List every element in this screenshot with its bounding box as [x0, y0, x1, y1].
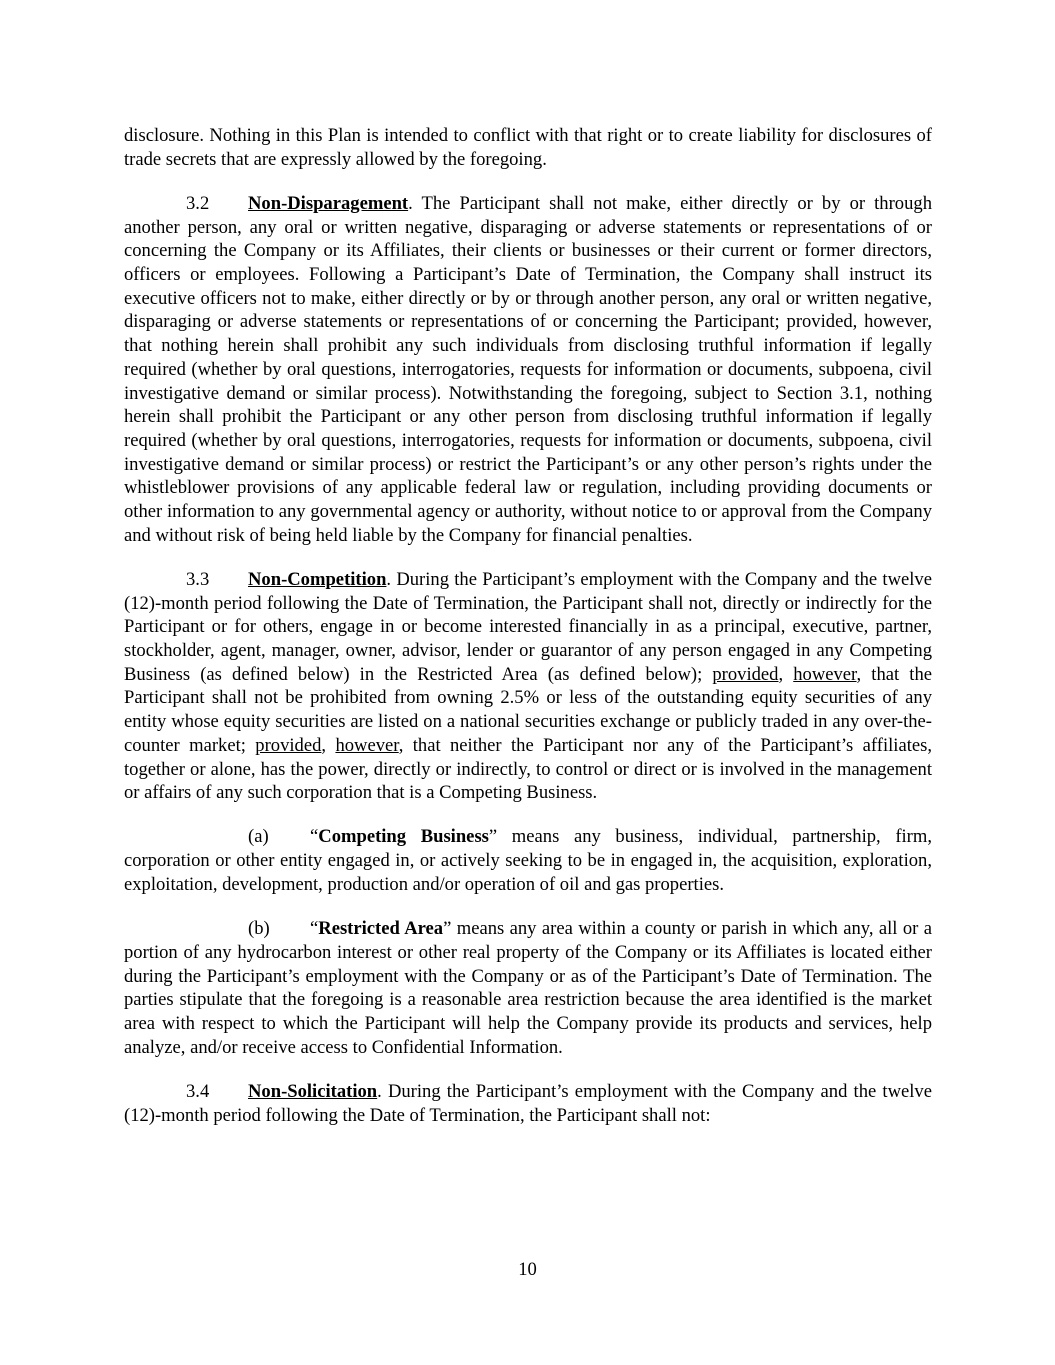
- section-body: . During the Participant’s employment with the Company and the twelve (12)-month period following the Date of Termination, the Participant shall not, directly or indirectly for the Participant or for others, engage in or become interested financially in as a principal, executive, partner, stockholder, agent, manager, owner, advisor, lender or guarantor of any person engaged in any Competing Business (as defined below) in the Restricted Area (as defined below);: [124, 568, 932, 685]
- section-heading: Non-Competition: [248, 568, 387, 590]
- underlined-term: provided: [712, 663, 779, 685]
- section-body: , that the Participant shall not be prohibited from owning 2.5% or less of the outstanding equity securities of any entity whose equity securities are listed on a national securities exchange or publicly traded in any over-the-counter market;: [124, 663, 932, 756]
- comma: ,: [321, 734, 336, 756]
- subsection-b: [124, 917, 932, 1059]
- section-heading: Non-Disparagement: [248, 192, 409, 214]
- subsection-body: ” means any business, individual, partnership, firm, corporation or other entity engaged in, or actively seeking to be in engaged in, the acquisition, exploration, exploitation, development, production and/or operation of oil and gas properties.: [124, 826, 932, 895]
- defined-term: Competing Business: [318, 826, 489, 848]
- section-3-4: [124, 1080, 932, 1127]
- document-page: [124, 124, 932, 1148]
- section-number: 3.2: [186, 192, 210, 214]
- paragraph-intro: [124, 124, 932, 171]
- section-number: 3.4: [186, 1080, 210, 1102]
- subsection-label: (a): [248, 826, 269, 848]
- section-body: . During the Participant’s employment with the Company and the twelve (12)-month period following the Date of Termination, the Participant shall not:: [124, 1080, 932, 1126]
- section-3-3: [124, 568, 932, 805]
- open-quote: “: [310, 826, 319, 848]
- page-number: 10: [518, 1259, 537, 1280]
- underlined-term: provided: [255, 734, 322, 756]
- section-number: 3.3: [186, 568, 210, 590]
- section-heading: Non-Solicitation: [248, 1080, 378, 1102]
- section-body: . The Participant shall not make, either directly or by or through another person, any oral or written negative, disparaging or adverse statements or representations of or concerning the Company or its Affiliates, their clients or businesses or their current or former directors, officers or employees. Following a Participant’s Date of Termination, the Company shall instruct its executive officers not to make, either directly or by or through another person, any oral or written negative, disparaging or adverse statements or representations of or concerning the Participant; provided, however, that nothing herein shall prohibit any such individuals from disclosing truthful information if legally required (whether by oral questions, interrogatories, requests for information or documents, subpoena, civil investigative demand or similar process). Notwithstanding the foregoing, subject to Section 3.1, nothing herein shall prohibit the Participant or any other person from disclosing truthful information if legally required (whether by oral questions, interrogatories, requests for information or documents, subpoena, civil investigative demand or similar process) or restrict the Participant’s or any other person’s rights under the whistleblower provisions of any applicable federal law or regulation, including providing documents or other information to any governmental agency or authority, without notice to or approval from the Company and without risk of being held liable by the Company for financial penalties.: [124, 192, 932, 546]
- underlined-term: however: [335, 734, 399, 756]
- underlined-term: however: [793, 663, 857, 685]
- section-3-2: [124, 192, 932, 548]
- section-body: , that neither the Participant nor any of the Participant’s affiliates, together or alone, has the power, directly or indirectly, to control or direct or is involved in the management or affairs of any such corporation that is a Competing Business.: [124, 734, 933, 804]
- subsection-label: (b): [248, 918, 270, 940]
- comma: ,: [778, 663, 794, 685]
- subsection-body: ” means any area within a county or parish in which any, all or a portion of any hydrocarbon interest or other real property of the Company or its Affiliates is located either during the Participant’s employment with the Company or as of the Participant’s Date of Termination. The parties stipulate that the foregoing is a reasonable area restriction because the area identified is the market area with respect to which the Participant will help the Company provide its products and services, help analyze, and/or receive access to Confidential Information.: [124, 918, 932, 1058]
- open-quote: “: [310, 918, 319, 940]
- intro-text: disclosure. Nothing in this Plan is intended to conflict with that right or to create liability for disclosures of trade secrets that are expressly allowed by the foregoing.: [124, 125, 932, 170]
- subsection-a: [124, 825, 932, 896]
- defined-term: Restricted Area: [318, 918, 444, 940]
